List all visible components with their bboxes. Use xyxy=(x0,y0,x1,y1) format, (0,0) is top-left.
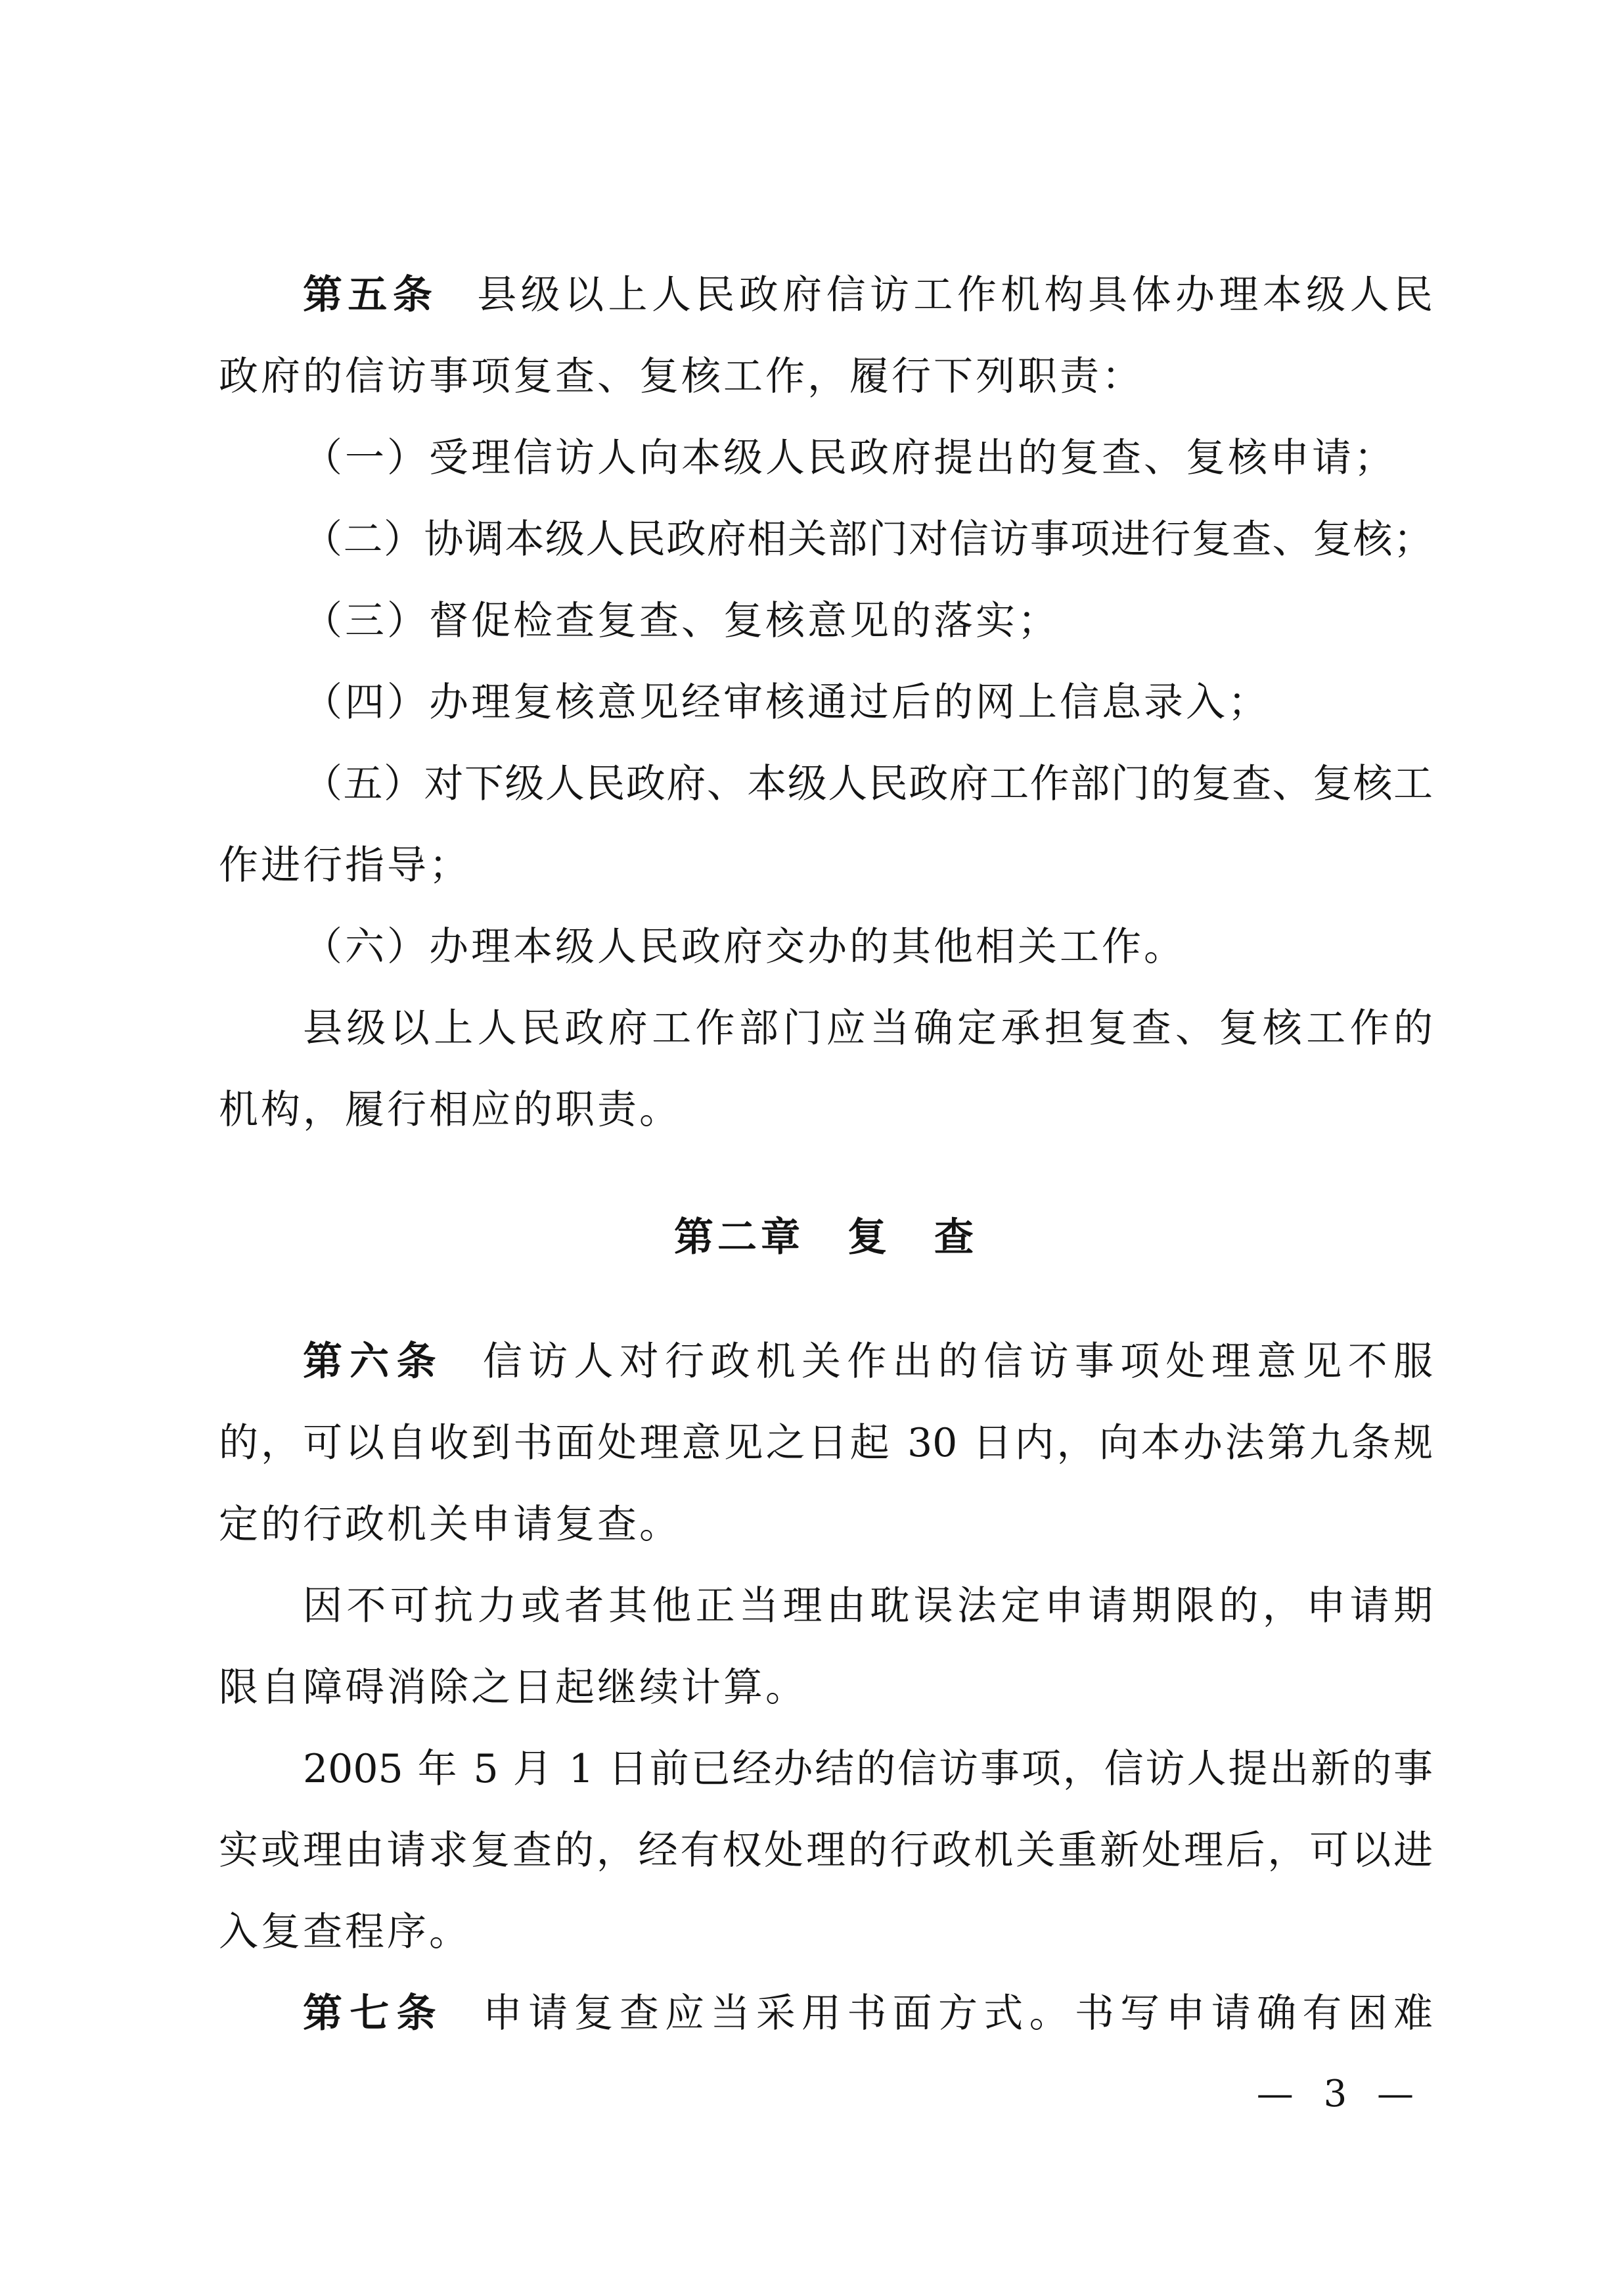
article-6-paragraph-3-continued: 实或理由请求复查的，经有权处理的行政机关重新处理后，可以进 xyxy=(219,1828,1433,1874)
chapter-heading: 第二章 复 查 xyxy=(674,1214,978,1260)
article-6-paragraph-3: 2005 年 5 月 1 日前已经办结的信访事项，信访人提出新的事 xyxy=(303,1746,1433,1792)
duty-item-5-continued: 作进行指导； xyxy=(219,842,471,888)
article-6-paragraph-2: 因不可抗力或者其他正当理由耽误法定申请期限的，申请期 xyxy=(303,1583,1433,1629)
article-5-line: 政府的信访事项复查、复核工作，履行下列职责： xyxy=(219,354,1144,400)
duty-item-6: （六）办理本级人民政府交办的其他相关工作。 xyxy=(303,924,1186,970)
duty-item-5: （五）对下级人民政府、本级人民政府工作部门的复查、复核工 xyxy=(303,761,1433,807)
article-7-label: 第七条 xyxy=(303,1990,443,2036)
article-7-first-line xyxy=(219,1973,1433,2054)
article-5-label: 第五条 xyxy=(303,272,438,318)
article-5-paragraph-2-continued: 机构，履行相应的职责。 xyxy=(219,1087,681,1133)
article-7-text: 申请复查应当采用书面方式。书写申请确有困难 xyxy=(482,1990,1433,2036)
article-6-first-line xyxy=(219,1321,1433,1402)
article-6-label: 第六条 xyxy=(303,1339,443,1385)
article-5-paragraph-2: 县级以上人民政府工作部门应当确定承担复查、复核工作的 xyxy=(303,1005,1433,1051)
duty-item-1: （一）受理信访人向本级人民政府提出的复查、复核申请； xyxy=(303,435,1396,481)
article-6-paragraph-3-continued: 入复查程序。 xyxy=(219,1909,471,1955)
document-body xyxy=(219,254,1433,2054)
article-6-line: 的，可以自收到书面处理意见之日起 30 日内，向本办法第九条规 xyxy=(219,1420,1433,1466)
article-6-text: 信访人对行政机关作出的信访事项处理意见不服 xyxy=(482,1339,1433,1385)
article-6-paragraph-2-continued: 限自障碍消除之日起继续计算。 xyxy=(219,1665,807,1711)
duty-item-4: （四）办理复核意见经审核通过后的网上信息录入； xyxy=(303,679,1270,725)
article-6-line: 定的行政机关申请复查。 xyxy=(219,1502,681,1548)
article-5-first-line xyxy=(219,254,1433,336)
duty-item-2: （二）协调本级人民政府相关部门对信访事项进行复查、复核； xyxy=(303,517,1433,563)
duty-item-3: （三）督促检查复查、复核意见的落实； xyxy=(303,598,1060,644)
article-5-text: 县级以上人民政府信访工作机构具体办理本级人民 xyxy=(477,272,1433,318)
page-number: — 3 — xyxy=(1256,2073,1423,2115)
